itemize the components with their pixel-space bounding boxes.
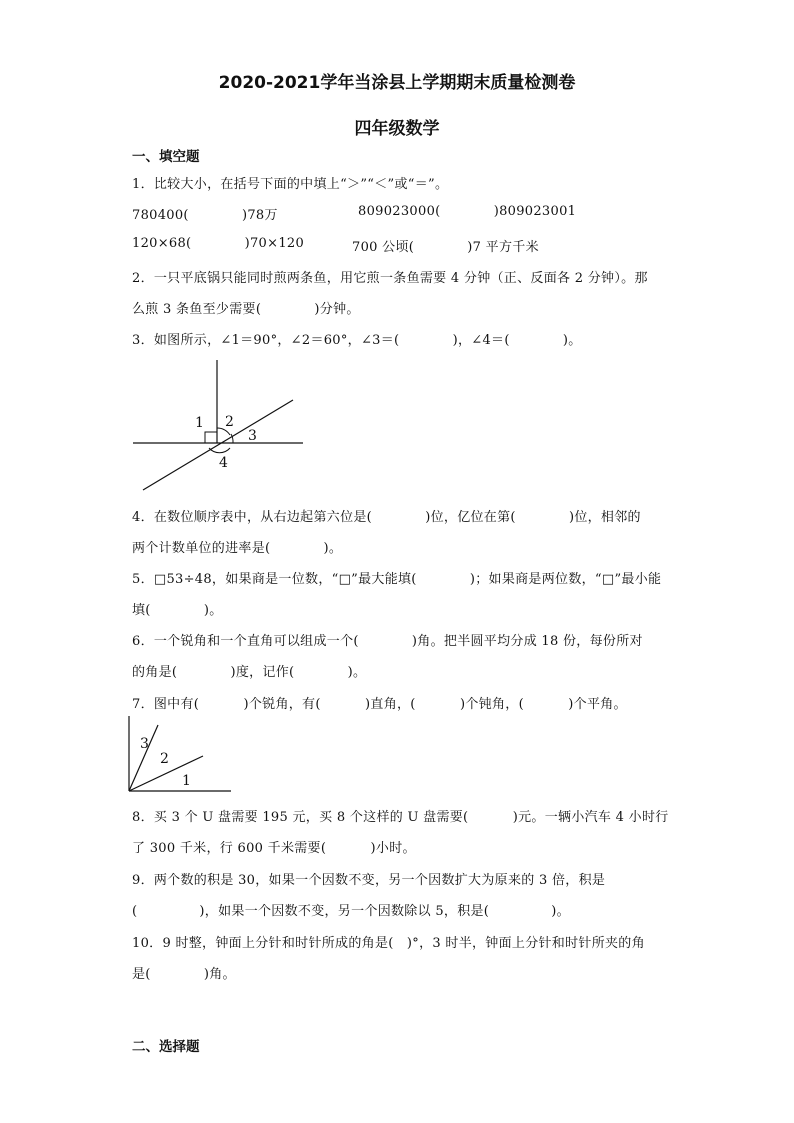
question-8-line2: 了 300 千米，行 600 千米需要( )小时。 bbox=[132, 841, 416, 856]
section-heading-fill-blank: 一、填空题 bbox=[132, 149, 200, 165]
question-7-text: 7．图中有( )个锐角，有( )直角，( )个钝角，( )个平角。 bbox=[132, 697, 627, 712]
angle-3-arc bbox=[231, 434, 233, 443]
angle-figure-q7 bbox=[125, 713, 237, 795]
question-1-text: 1．比较大小，在括号下面的中填上“＞”“＜”或“＝”。 bbox=[132, 177, 449, 192]
angle-label-1: 1 bbox=[195, 415, 204, 431]
question-1-compare-c: 120×68( )70×120 bbox=[132, 236, 305, 251]
question-8-line1: 8．买 3 个 U 盘需要 195 元，买 8 个这样的 U 盘需要( )元。一辆小汽车 4 小时行 bbox=[132, 810, 669, 825]
question-2-line1: 2．一只平底锅只能同时煎两条鱼，用它煎一条鱼需要 4 分钟（正、反面各 2 分钟）。那 bbox=[132, 271, 648, 286]
angle-label-2: 2 bbox=[225, 414, 234, 430]
slanted-line bbox=[143, 400, 293, 490]
question-10-line1: 10．9 时整，钟面上分针和时针所成的角是( )°，3 时半，钟面上分针和时针所夹的角 bbox=[132, 936, 645, 951]
section-heading-multiple-choice: 二、选择题 bbox=[132, 1039, 200, 1055]
page-subtitle: 四年级数学 bbox=[354, 119, 440, 139]
question-1-compare-d: 700 公顷( )7 平方千米 bbox=[352, 240, 539, 255]
right-angle-mark bbox=[205, 432, 217, 443]
question-9-line1: 9．两个数的积是 30，如果一个因数不变，另一个因数扩大为原来的 3 倍，积是 bbox=[132, 873, 606, 888]
steep-ray bbox=[129, 725, 158, 791]
angle-label-3: 3 bbox=[140, 736, 149, 752]
question-10-line2: 是( )角。 bbox=[132, 967, 236, 982]
angle-label-1: 1 bbox=[182, 773, 191, 789]
angle-label-4: 4 bbox=[219, 455, 228, 471]
question-3-text: 3．如图所示，∠1＝90°，∠2＝60°，∠3＝( )，∠4＝( )。 bbox=[132, 333, 582, 348]
question-6-line1: 6．一个锐角和一个直角可以组成一个( )角。把半圆平均分成 18 份，每份所对 bbox=[132, 634, 643, 649]
angle-figure-q3 bbox=[125, 355, 315, 495]
question-1-compare-a: 780400( )78万 bbox=[132, 208, 278, 223]
page-title: 2020-2021学年当涂县上学期期末质量检测卷 bbox=[218, 73, 576, 93]
question-2-line2: 么煎 3 条鱼至少需要( )分钟。 bbox=[132, 302, 360, 317]
question-9-line2: ( )，如果一个因数不变，另一个因数除以 5，积是( )。 bbox=[132, 904, 570, 919]
question-5-line1: 5．□53÷48，如果商是一位数，“□”最大能填( )；如果商是两位数，“□”最小能 bbox=[132, 572, 662, 587]
angle-label-2: 2 bbox=[160, 751, 169, 767]
angle-label-3: 3 bbox=[248, 428, 257, 444]
question-5-line2: 填( )。 bbox=[132, 603, 223, 618]
question-4-line2: 两个计数单位的进率是( )。 bbox=[132, 541, 343, 556]
question-1-compare-b: 809023000( )809023001 bbox=[358, 204, 577, 219]
question-6-line2: 的角是( )度，记作( )。 bbox=[132, 665, 367, 680]
question-4-line1: 4．在数位顺序表中，从右边起第六位是( )位，亿位在第( )位，相邻的 bbox=[132, 510, 641, 525]
